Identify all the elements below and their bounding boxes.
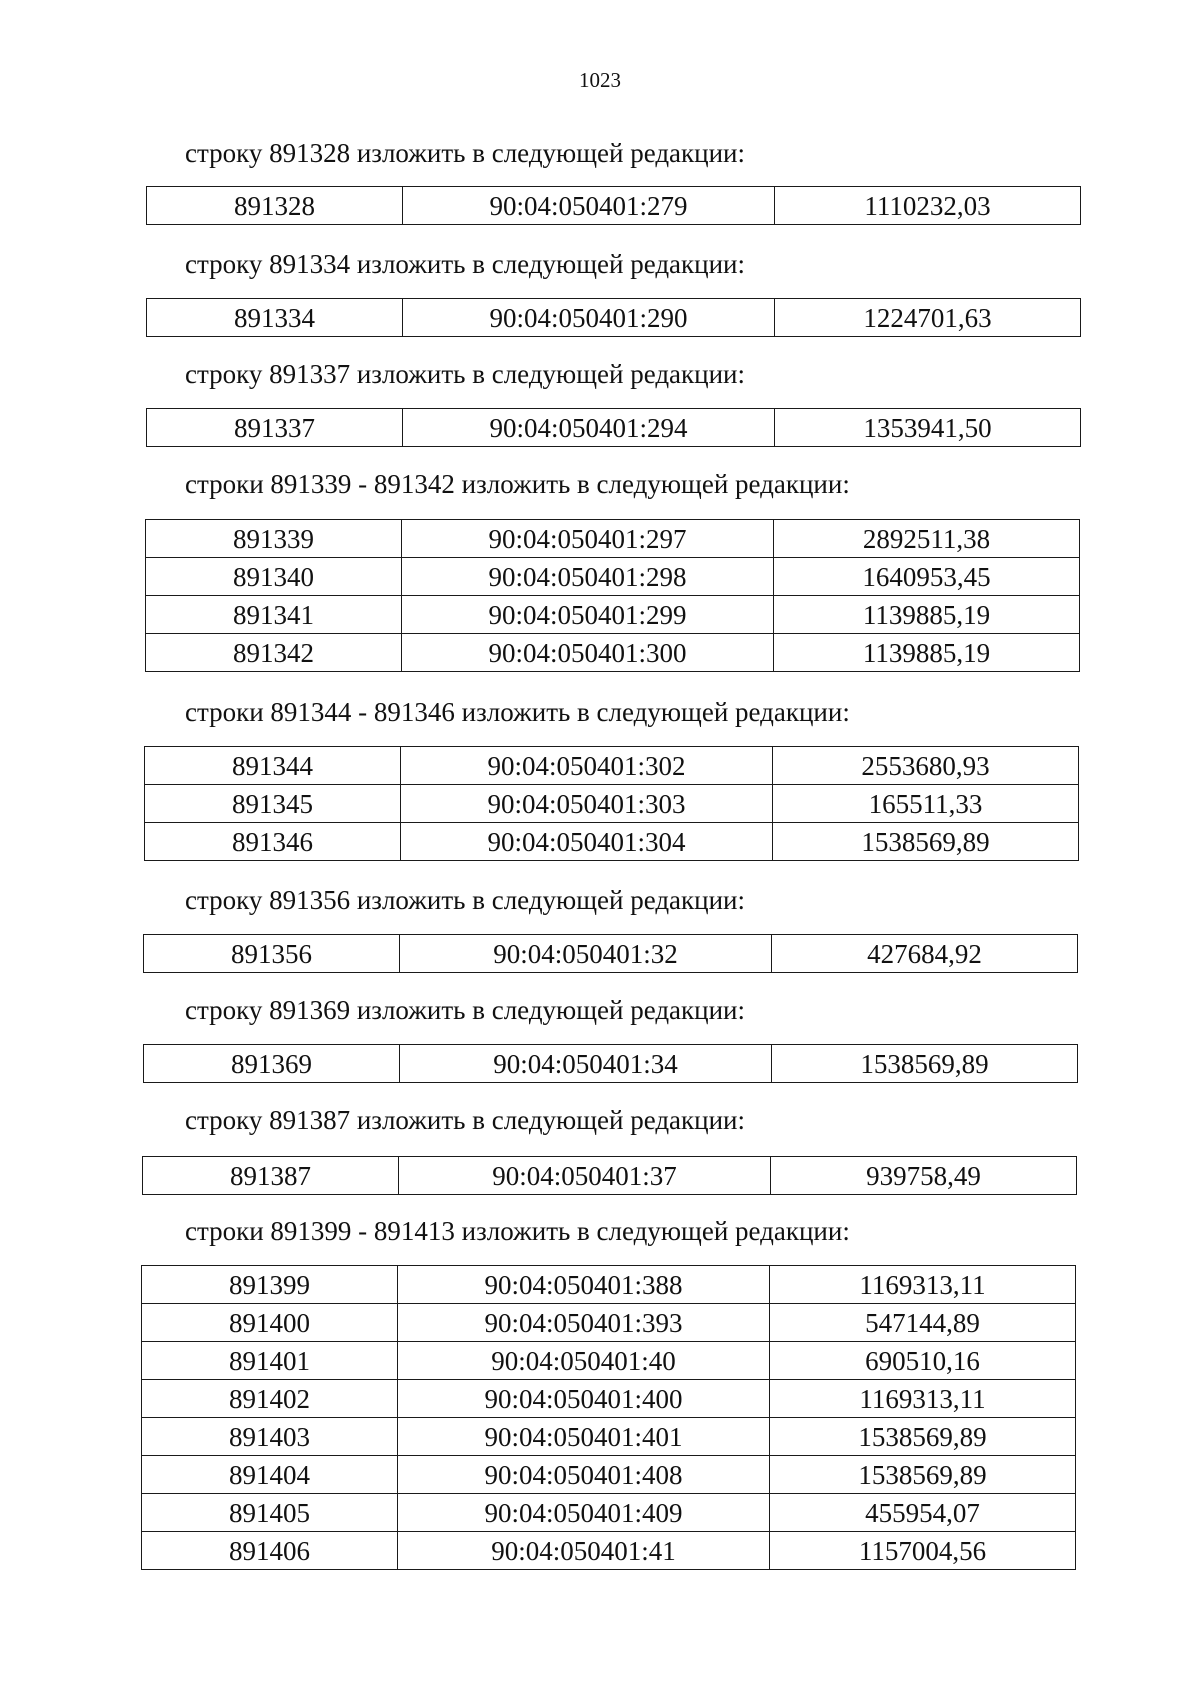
cadastral-number-cell: 90:04:050401:294 xyxy=(403,409,775,447)
value-cell: 939758,49 xyxy=(771,1157,1077,1195)
cadastral-number-cell: 90:04:050401:299 xyxy=(402,596,774,634)
row-number-cell: 891400 xyxy=(142,1304,398,1342)
table-row xyxy=(144,935,1078,973)
cadastral-number-cell: 90:04:050401:298 xyxy=(402,558,774,596)
cadastral-number-cell: 90:04:050401:393 xyxy=(398,1304,770,1342)
section-heading: строку 891334 изложить в следующей редакции: xyxy=(185,249,746,279)
cadastral-number-cell: 90:04:050401:400 xyxy=(398,1380,770,1418)
table-row xyxy=(146,520,1080,558)
row-number-cell: 891401 xyxy=(142,1342,398,1380)
value-cell: 1224701,63 xyxy=(775,299,1081,337)
table-row xyxy=(142,1342,1076,1380)
value-cell: 2892511,38 xyxy=(774,520,1080,558)
value-cell: 1640953,45 xyxy=(774,558,1080,596)
data-table xyxy=(141,1265,1076,1570)
row-number-cell: 891402 xyxy=(142,1380,398,1418)
table-row xyxy=(146,596,1080,634)
row-number-cell: 891337 xyxy=(147,409,403,447)
value-cell: 690510,16 xyxy=(770,1342,1076,1380)
row-number-cell: 891405 xyxy=(142,1494,398,1532)
row-number-cell: 891345 xyxy=(145,785,401,823)
cadastral-number-cell: 90:04:050401:388 xyxy=(398,1266,770,1304)
table-row xyxy=(145,823,1079,861)
cadastral-number-cell: 90:04:050401:279 xyxy=(403,187,775,225)
value-cell: 1538569,89 xyxy=(770,1418,1076,1456)
row-number-cell: 891369 xyxy=(144,1045,400,1083)
table-row xyxy=(147,409,1081,447)
cadastral-number-cell: 90:04:050401:40 xyxy=(398,1342,770,1380)
value-cell: 1169313,11 xyxy=(770,1380,1076,1418)
value-cell: 1538569,89 xyxy=(770,1456,1076,1494)
data-table xyxy=(146,408,1081,447)
value-cell: 1353941,50 xyxy=(775,409,1081,447)
cadastral-number-cell: 90:04:050401:41 xyxy=(398,1532,770,1570)
row-number-cell: 891406 xyxy=(142,1532,398,1570)
row-number-cell: 891340 xyxy=(146,558,402,596)
cadastral-number-cell: 90:04:050401:401 xyxy=(398,1418,770,1456)
data-table xyxy=(142,1156,1077,1195)
section-heading: строку 891369 изложить в следующей редакции: xyxy=(185,995,746,1025)
cadastral-number-cell: 90:04:050401:37 xyxy=(399,1157,771,1195)
cadastral-number-cell: 90:04:050401:408 xyxy=(398,1456,770,1494)
value-cell: 455954,07 xyxy=(770,1494,1076,1532)
section-heading: строки 891339 - 891342 изложить в следующей редакции: xyxy=(185,469,850,499)
table-row xyxy=(142,1456,1076,1494)
value-cell: 2553680,93 xyxy=(773,747,1079,785)
row-number-cell: 891404 xyxy=(142,1456,398,1494)
table-row xyxy=(142,1494,1076,1532)
row-number-cell: 891342 xyxy=(146,634,402,672)
cadastral-number-cell: 90:04:050401:300 xyxy=(402,634,774,672)
value-cell: 1139885,19 xyxy=(774,634,1080,672)
section-heading: строки 891344 - 891346 изложить в следующей редакции: xyxy=(185,697,850,727)
page-number: 1023 xyxy=(579,68,621,92)
cadastral-number-cell: 90:04:050401:32 xyxy=(400,935,772,973)
cadastral-number-cell: 90:04:050401:34 xyxy=(400,1045,772,1083)
value-cell: 1157004,56 xyxy=(770,1532,1076,1570)
section-heading: строку 891328 изложить в следующей редакции: xyxy=(185,138,746,168)
row-number-cell: 891403 xyxy=(142,1418,398,1456)
data-table xyxy=(145,519,1080,672)
value-cell: 427684,92 xyxy=(772,935,1078,973)
table-row xyxy=(145,785,1079,823)
table-row xyxy=(146,558,1080,596)
row-number-cell: 891334 xyxy=(147,299,403,337)
table-row xyxy=(143,1157,1077,1195)
section-heading: строки 891399 - 891413 изложить в следующей редакции: xyxy=(185,1216,850,1246)
cadastral-number-cell: 90:04:050401:304 xyxy=(401,823,773,861)
table-row xyxy=(147,299,1081,337)
table-row xyxy=(145,747,1079,785)
row-number-cell: 891387 xyxy=(143,1157,399,1195)
value-cell: 165511,33 xyxy=(773,785,1079,823)
cadastral-number-cell: 90:04:050401:409 xyxy=(398,1494,770,1532)
cadastral-number-cell: 90:04:050401:297 xyxy=(402,520,774,558)
value-cell: 1169313,11 xyxy=(770,1266,1076,1304)
row-number-cell: 891328 xyxy=(147,187,403,225)
table-row xyxy=(142,1532,1076,1570)
section-heading: строку 891356 изложить в следующей редакции: xyxy=(185,885,746,915)
section-heading: строку 891387 изложить в следующей редакции: xyxy=(185,1105,746,1135)
table-row xyxy=(142,1380,1076,1418)
row-number-cell: 891346 xyxy=(145,823,401,861)
table-row xyxy=(144,1045,1078,1083)
cadastral-number-cell: 90:04:050401:302 xyxy=(401,747,773,785)
row-number-cell: 891399 xyxy=(142,1266,398,1304)
row-number-cell: 891339 xyxy=(146,520,402,558)
row-number-cell: 891356 xyxy=(144,935,400,973)
table-row xyxy=(142,1266,1076,1304)
table-row xyxy=(146,634,1080,672)
data-table xyxy=(144,746,1079,861)
value-cell: 1139885,19 xyxy=(774,596,1080,634)
value-cell: 1538569,89 xyxy=(773,823,1079,861)
value-cell: 1538569,89 xyxy=(772,1045,1078,1083)
table-row xyxy=(142,1304,1076,1342)
table-row xyxy=(142,1418,1076,1456)
section-heading: строку 891337 изложить в следующей редакции: xyxy=(185,359,746,389)
data-table xyxy=(146,186,1081,225)
row-number-cell: 891344 xyxy=(145,747,401,785)
value-cell: 547144,89 xyxy=(770,1304,1076,1342)
data-table xyxy=(143,1044,1078,1083)
cadastral-number-cell: 90:04:050401:290 xyxy=(403,299,775,337)
table-row xyxy=(147,187,1081,225)
row-number-cell: 891341 xyxy=(146,596,402,634)
value-cell: 1110232,03 xyxy=(775,187,1081,225)
data-table xyxy=(143,934,1078,973)
data-table xyxy=(146,298,1081,337)
cadastral-number-cell: 90:04:050401:303 xyxy=(401,785,773,823)
